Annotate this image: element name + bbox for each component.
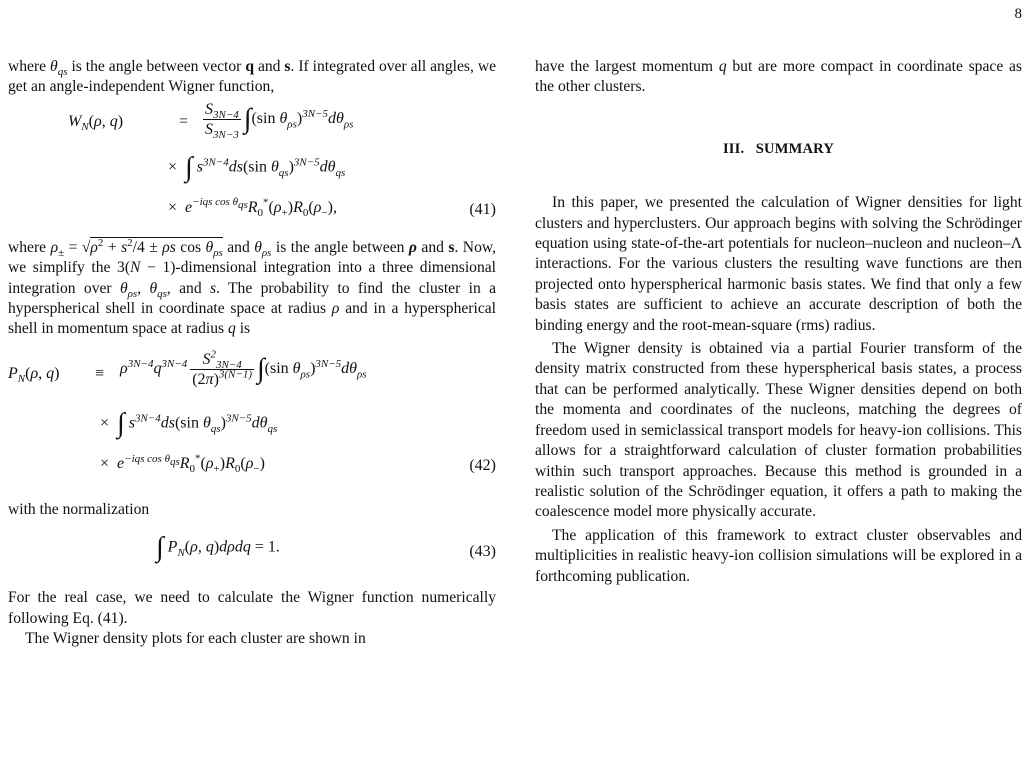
- paragraph-summary-2: The Wigner density is obtained via a partial Fourier transform of the density matrix constructed from these hyperspherical basis states, a process that can be performed analytically. These Wigner densities depend on both the momenta and coordinates of the nucleons, matching the degrees of freedom used in semiclassical transport models for heavy-ion collisions. This allows for a straightforward calculation of cluster formation probabilities within such transport approaches. Because this method is grounded in a realistic solution of the Schrödinger equation, it offers a path to making the coalescence model more physically accurate.: [535, 340, 1022, 521]
- right-column: [535, 57, 1022, 587]
- section-heading-summary: III. SUMMARY: [722, 140, 835, 157]
- paragraph-summary-1: In this paper, we presented the calculation of Wigner densities for light clusters and hyperclusters. Our approach begins with solving the Schrödinger equation using state-of-the-art potentials for nucleon–nucleon and nucleon–Λ interactions. For the various clusters the resulting wave functions are then projected onto hyperspherical harmonic basis states. We find that only a few basis states are sufficient to achieve an accurate description of both the binding energy and the root-mean-square (rms) radius.: [535, 194, 1022, 334]
- paragraph-wigner-plots: The Wigner density plots for each cluster are shown in: [25, 630, 366, 648]
- equation-41-number: (41): [469, 200, 496, 218]
- paragraph-continuation: have the largest momentum q but are more compact in coordinate space as the other clusters.: [535, 58, 1022, 96]
- equation-42: $P_N(\rho$, q) ≡ $\rho^{3N-4}q^{3N-4}$ $\frac{S^2_{3N-4}}{(2\pi)^{3(N-1)}}$ ∫(sin $\theta_{\rho s})^{3N-5}d\theta_{\rho s}$ × ∫ $s^{3N-4}ds(\sin$ $\theta_{qs})^{3N-5}d\theta_{qs}$ × $e^{-iqs cos \theta_{qs}}R_0^*(\rho_+)R_0(\rho_-)$ (42): [8, 348, 496, 476]
- equation-43: ∫ $P_N(\rho$, q)dρdq = 1. (43): [156, 532, 496, 564]
- equation-43-number: (43): [469, 543, 496, 561]
- paragraph-intro: where $\theta_{qs}$ is the angle between vector q and s. If integrated over all angles, we get an angle-independent Wigner function,: [8, 58, 496, 96]
- paragraph-summary-3: The application of this framework to extract cluster observables and multiplicities in realistic heavy-ion collision simulations will be explored in a forthcoming publication.: [535, 526, 1022, 585]
- equation-42-number: (42): [469, 456, 496, 474]
- page-number: 8: [1014, 6, 1022, 22]
- paragraph-rho-definition: where $\rho_\pm = √\rho^2 + s^2/4 \pm \rho s$ $\cos \theta_{\rho s}$ and $\theta_{\rho s}$ is the angle between ρ and s. Now, we simplify the 3(N − 1)-dimensional integration into a three dimensional integration over $\theta_{\rho s}$, $\theta_{qs}$, and s. The probability to find the cluster in a hyperspherical shell in coordinate space at radius ρ and in a hyperspherical shell in momentum space at radius q is: [8, 236, 497, 338]
- equation-41: $W_N(\rho$, q) = $\frac{S_{3N-4}}{S_{3N-3}}$ ∫(sin $\theta_{\rho s})^{3N-5}d\theta_{\rho s}$ × ∫ $s^{3N-4}ds(\sin$ $\theta_{qs})^{3N-5}d\theta_{qs}$ × $e^{-iqs cos \theta_{qs}}R_0^*(\rho_+)R_0(\rho_-)$, (41): [68, 100, 496, 219]
- paragraph-normalization: with the normalization: [8, 500, 150, 518]
- left-column: [8, 57, 496, 649]
- paragraph-real-case: For the real case, we need to calculate the Wigner function numerically following Eq. (41).: [8, 589, 496, 627]
